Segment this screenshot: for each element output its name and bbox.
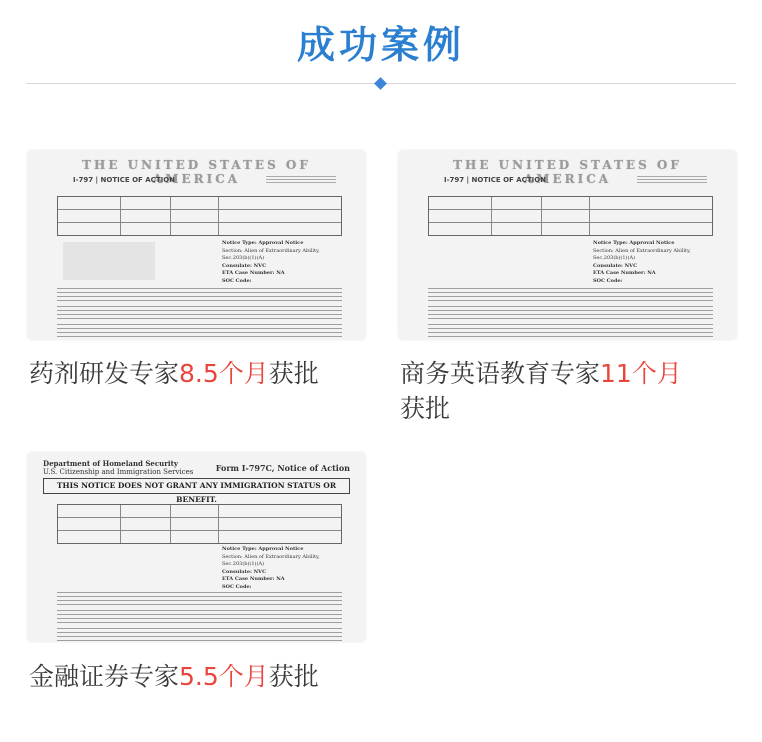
case-image-2[interactable] xyxy=(398,150,737,340)
document-banner: THE UNITED STATES OF AMERICA xyxy=(82,158,311,186)
case-image-3[interactable] xyxy=(27,452,366,642)
document-paragraph xyxy=(428,324,713,338)
notice-block: Notice Type: Approval Notice Section: Alien of Extraordinary Ability, Sec.203(b)(1)(A) Consulate: NVC ETA Case Number: NA SOC Code: xyxy=(222,240,320,284)
case-caption-1: 药剂研发专家8.5个月获批 xyxy=(29,359,319,388)
status-disclaimer: THIS NOTICE DOES NOT GRANT ANY IMMIGRATION STATUS OR BENEFIT. xyxy=(43,478,350,494)
i797c-notice-document xyxy=(27,452,366,642)
redacted-area xyxy=(63,242,155,280)
document-subnote xyxy=(637,176,707,184)
divider-diamond-icon xyxy=(374,77,387,90)
document-paragraph xyxy=(57,288,342,302)
notice-block: Notice Type: Approval Notice Section: Alien of Extraordinary Ability, Sec.203(b)(1)(A) Consulate: NVC ETA Case Number: NA SOC Code: xyxy=(593,240,691,284)
document-paragraph xyxy=(57,610,342,624)
document-paragraph xyxy=(57,324,342,338)
document-table xyxy=(57,504,342,544)
document-paragraph xyxy=(57,306,342,320)
document-paragraph xyxy=(428,288,713,302)
document-subtitle: I-797 | NOTICE OF ACTION xyxy=(73,176,176,184)
case-image-1[interactable] xyxy=(27,150,366,340)
document-paragraph xyxy=(57,592,342,606)
notice-block: Notice Type: Approval Notice Section: Alien of Extraordinary Ability, Sec.203(b)(1)(A) Consulate: NVC ETA Case Number: NA SOC Code: xyxy=(222,546,320,590)
page-title: 成功案例 xyxy=(296,23,465,67)
document-subnote xyxy=(266,176,336,184)
document-subtitle: I-797 | NOTICE OF ACTION xyxy=(444,176,547,184)
case-caption-2: 商务英语教育专家11个月 获批 xyxy=(400,359,682,423)
form-header: Department of Homeland Security U.S. Citizenship and Immigration Services Form I-797C, Notice of Action xyxy=(43,459,350,476)
document-table xyxy=(57,196,342,236)
document-paragraph xyxy=(57,628,342,642)
approval-notice-document xyxy=(27,150,366,340)
document-table xyxy=(428,196,713,236)
approval-notice-document xyxy=(398,150,737,340)
document-banner: THE UNITED STATES OF AMERICA xyxy=(453,158,682,186)
document-paragraph xyxy=(428,306,713,320)
case-caption-3: 金融证券专家5.5个月获批 xyxy=(29,662,319,691)
